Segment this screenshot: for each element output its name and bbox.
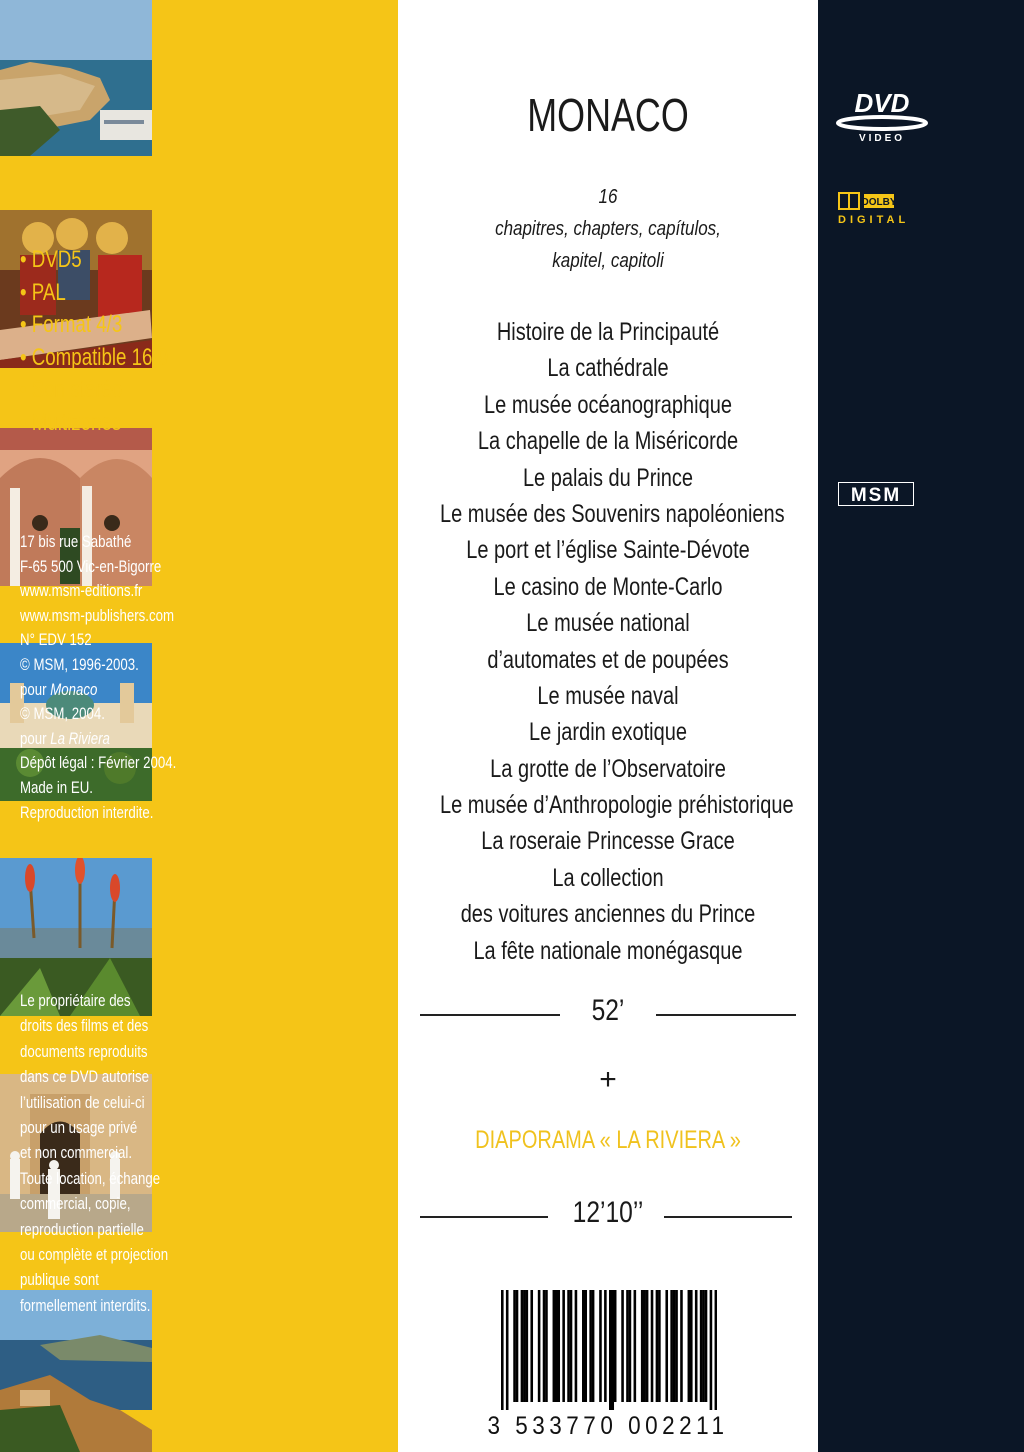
chapter-item: Le casino de Monte-Carlo (493, 572, 723, 601)
chapter-item: Le musée d’Anthropologie préhistorique (440, 791, 794, 820)
address-line-text: Dépôt légal : Février 2004. (20, 753, 177, 773)
rights-line: l’utilisation de celui-ci (20, 1092, 145, 1112)
dvd-logo-subtext: VIDEO (858, 133, 906, 144)
barcode-bar (545, 1290, 548, 1402)
barcode-bar (710, 1290, 713, 1410)
address-line-text: pour (20, 728, 51, 748)
chapter-item: des voitures anciennes du Prince (460, 900, 756, 929)
address-line (20, 702, 176, 727)
address-line (20, 604, 176, 629)
address-line-text: www.msm-publishers.com (20, 605, 175, 625)
barcode-bar (506, 1290, 509, 1410)
rights-line: dans ce DVD autorise (20, 1067, 149, 1087)
barcode-bar (641, 1290, 644, 1402)
rights-line: Toute location, échange (20, 1168, 161, 1188)
main-duration: 52’ (591, 994, 625, 1027)
barcode-bar (562, 1290, 565, 1402)
address-line-text: © MSM, 1996-2003. (20, 654, 139, 674)
address-line-text: Reproduction interdite. (20, 802, 154, 822)
dvd-video-logo (836, 88, 928, 146)
bonus-duration-row (398, 1196, 818, 1236)
barcode-bar (688, 1290, 691, 1402)
chapter-item: Le musée océanographique (484, 390, 732, 419)
divider-line (656, 1014, 796, 1016)
barcode-bar (538, 1290, 541, 1402)
barcode-bar (553, 1290, 556, 1402)
barcode-bar (575, 1290, 578, 1402)
msm-logo (838, 482, 914, 506)
barcode-bar (604, 1290, 607, 1402)
address-line-text: Made in EU. (20, 777, 93, 797)
address-line (20, 751, 176, 776)
chapter-item: La chapelle de la Miséricorde (477, 427, 739, 456)
barcode-bar (680, 1290, 683, 1402)
address-line (20, 653, 176, 678)
bonus-title: DIAPORAMA « LA RIVIERA » (475, 1126, 741, 1154)
chapter-item: Histoire de la Principauté (496, 318, 720, 346)
barcode-bar (702, 1290, 705, 1402)
barcode-bar (570, 1290, 573, 1402)
rights-line: commercial, copie, (20, 1194, 131, 1214)
dolby-logo-text: DOLBY (861, 197, 897, 208)
page-title: MONACO (527, 89, 689, 141)
barcode-bar (614, 1290, 617, 1402)
rights-line: droits des films et des (20, 1016, 149, 1036)
address-line (20, 555, 176, 580)
chapter-item: Le musée des Souvenirs napoléoniens (440, 499, 785, 528)
chapter-item: Le musée national (526, 609, 690, 638)
barcode-digits: 3 533770 002211 (487, 1412, 729, 1440)
dvd-disc-icon (838, 117, 926, 129)
address-line-text: www.msm-editions.fr (20, 581, 143, 601)
address-line-text: 17 bis rue Sabathé (20, 532, 132, 551)
barcode-bar (621, 1290, 624, 1402)
center-panel (398, 0, 818, 1452)
barcode-bar (526, 1290, 529, 1402)
barcode-bar (530, 1290, 533, 1402)
divider-line (664, 1216, 792, 1218)
chapter-item: La grotte de l’Observatoire (490, 754, 726, 783)
barcode-bar (523, 1290, 526, 1402)
address-line-italic: Monaco (50, 679, 98, 699)
barcode-bar (705, 1290, 708, 1402)
bonus-duration: 12’10’’ (572, 1196, 644, 1229)
chapter-item: La cathédrale (547, 354, 669, 383)
barcode-bar (589, 1290, 592, 1402)
rights-line: documents reproduits (20, 1041, 148, 1061)
barcode-bar (646, 1290, 649, 1402)
barcode-bar (700, 1290, 703, 1402)
barcode-bar (658, 1290, 661, 1402)
barcode-bar (557, 1290, 560, 1402)
rights-line: et non commercial. (20, 1143, 133, 1163)
barcode-bar (670, 1290, 673, 1402)
barcode-bar (543, 1290, 546, 1402)
rights-notice (20, 988, 210, 1318)
barcode-bar (555, 1290, 558, 1402)
barcode-bar (567, 1290, 570, 1402)
barcode-bar (611, 1290, 614, 1410)
address-line-italic: La Riviera (50, 728, 110, 748)
barcode-bar (584, 1290, 587, 1402)
barcode-bar (599, 1290, 602, 1402)
barcode-bar (651, 1290, 654, 1402)
chapter-item: La roseraie Princesse Grace (481, 827, 735, 856)
barcode-bar (629, 1290, 632, 1402)
chapter-languages-line-1: chapitres, chapters, capítulos, (495, 218, 721, 240)
rights-line: reproduction partielle (20, 1219, 144, 1239)
dolby-logo-subtext: DIGITAL (838, 214, 910, 226)
feature-list (20, 244, 280, 439)
msm-logo-text: MSM (850, 485, 902, 506)
address-line (20, 727, 176, 752)
address-line-text: © MSM, 2004. (20, 704, 105, 724)
barcode-bar (609, 1290, 612, 1410)
feature-item: • PAL (20, 278, 66, 306)
feature-item: • Compatible 16/9 (20, 343, 169, 371)
chapter-item: La fête nationale monégasque (473, 936, 743, 965)
address-line-text: pour (20, 679, 51, 699)
address-line (20, 628, 176, 653)
address-line (20, 801, 176, 826)
barcode-bar (643, 1290, 646, 1402)
barcode-bar (673, 1290, 676, 1402)
publisher-address (20, 530, 220, 825)
barcode-bar (626, 1290, 629, 1402)
main-duration-row (398, 994, 818, 1034)
barcode-bar (695, 1290, 698, 1402)
barcode-bar (634, 1290, 637, 1402)
plus-sign: + (599, 1063, 617, 1096)
address-line (20, 579, 176, 604)
rights-line: pour un usage privé (20, 1117, 138, 1137)
chapter-item: Le port et l’église Sainte-Dévote (466, 536, 750, 565)
feature-item: • Son stéréo (20, 376, 123, 403)
address-line (20, 776, 176, 801)
chapter-item: Le musée naval (537, 681, 679, 710)
barcode-bar (582, 1290, 585, 1402)
address-line-text: N° EDV 152 (20, 630, 92, 650)
chapter-item: La collection (552, 863, 664, 892)
chapter-item: Le jardin exotique (529, 718, 687, 747)
monaco-rock-harbour-photo (0, 0, 152, 156)
barcode-bar (656, 1290, 659, 1402)
dvd-logo-text: DVD (854, 88, 910, 118)
barcode-bar (501, 1290, 504, 1410)
chapter-languages-line-2: kapitel, capitoli (552, 250, 664, 272)
barcode (501, 1290, 717, 1410)
barcode-bar (665, 1290, 668, 1402)
rights-line: publique sont (20, 1270, 99, 1290)
feature-item: • Multizones (20, 408, 122, 436)
barcode-bar (513, 1290, 516, 1402)
dolby-digital-logo (838, 192, 938, 226)
rights-line: formellement interdits. (20, 1295, 151, 1315)
chapter-count: 16 (598, 186, 618, 208)
chapter-item: Le palais du Prince (522, 463, 694, 492)
address-line (20, 530, 176, 555)
barcode-bar (690, 1290, 693, 1402)
chapter-item: d’automates et de poupées (487, 645, 729, 674)
feature-item: • DVD5 (20, 246, 82, 273)
rights-line: ou complète et projection (20, 1244, 169, 1264)
rights-line: Le propriétaire des (20, 991, 131, 1010)
barcode-bar (675, 1290, 678, 1402)
address-line (20, 678, 176, 703)
barcode-bar (516, 1290, 519, 1402)
barcode-bar (715, 1290, 717, 1410)
chapter-list (398, 314, 818, 969)
address-line-text: F-65 500 Vic-en-Bigorre (20, 556, 162, 576)
barcode-bar (521, 1290, 524, 1402)
feature-item: • Format 4/3 (20, 311, 123, 338)
barcode-bar (592, 1290, 595, 1402)
